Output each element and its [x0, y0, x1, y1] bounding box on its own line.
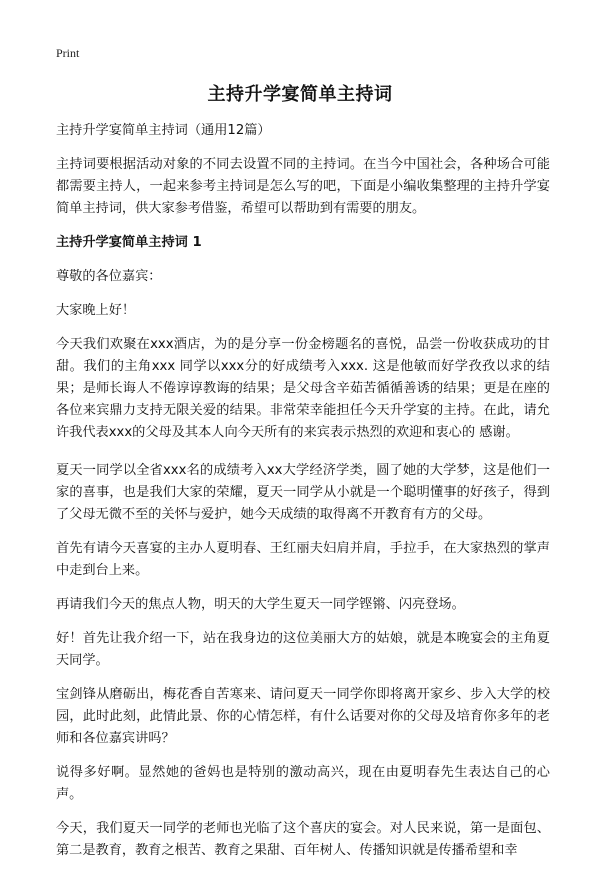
section-heading: 主持升学宴简单主持词 1 — [56, 235, 202, 250]
print-link[interactable]: Print — [56, 46, 80, 60]
paragraph-greeting: 大家晚上好！ — [56, 303, 136, 318]
paragraph-body: 今天我们欢聚在xxx酒店，为的是分享一份金榜题名的喜悦，品尝一份收获成功的甘甜。我们的主角xxx 同学以xxx分的好成绩考入xxx. 这是他敏而好学孜孜以求的结果；是师长诲人不倦谆谆教诲的结果；是父母含辛茹苦循循善诱的结果；更是在座的各位来宾鼎力支持无限关爱的结果。非常荣幸能担任今天升学宴的主持。在此，请允许我代表xxx的父母及其本人向今天所有的来宾表示热烈的欢迎和衷心的 感谢。 — [56, 337, 550, 440]
page-title: 主持升学宴简单主持词 — [207, 84, 393, 105]
paragraph-body: 首先有请今天喜宴的主办人夏明春、王红丽夫妇肩并肩，手拉手，在大家热烈的掌声中走到台上来。 — [56, 541, 550, 578]
intro-paragraph: 主持词要根据活动对象的不同去设置不同的主持词。在当今中国社会，各种场合可能都需要主持人，一起来参考主持词是怎么写的吧，下面是小编收集整理的主持升学宴简单主持词，供大家参考借鉴，希望可以帮助到有需要的朋友。 — [56, 157, 550, 216]
paragraph-body: 夏天一同学以全省xxx名的成绩考入xx大学经济学类，圆了她的大学梦，这是他们一家的喜事，也是我们大家的荣耀，夏天一同学从小就是一个聪明懂事的好孩子，得到了父母无微不至的关怀与爱护，她今天成绩的取得离不开教育有方的父母。 — [56, 463, 550, 522]
document-body — [56, 120, 550, 874]
document-subtitle: 主持升学宴简单主持词（通用12篇） — [56, 123, 271, 138]
paragraph-body: 说得多好啊。显然她的爸妈也是特别的激动高兴，现在由夏明春先生表达自己的心声。 — [56, 765, 550, 802]
paragraph-salutation: 尊敬的各位嘉宾： — [56, 269, 162, 284]
paragraph-body: 宝剑锋从磨砺出，梅花香自苦寒来、请问夏天一同学你即将离开家乡、步入大学的校园，此时此刻，此情此景、你的心情怎样，有什么话要对你的父母及培育你多年的老师和各位嘉宾讲吗？ — [56, 687, 550, 746]
paragraph-body: 再请我们今天的焦点人物，明天的大学生夏天一同学铿锵、闪亮登场。 — [56, 597, 465, 612]
paragraph-body: 好！首先让我介绍一下，站在我身边的这位美丽大方的姑娘，就是本晚宴会的主角夏天同学。 — [56, 631, 550, 668]
paragraph-body: 今天，我们夏天一同学的老师也光临了这个喜庆的宴会。对人民来说，第一是面包、第二是教育，教育之根苦、教育之果甜、百年树人、传播知识就是传播希望和幸 — [56, 821, 550, 858]
